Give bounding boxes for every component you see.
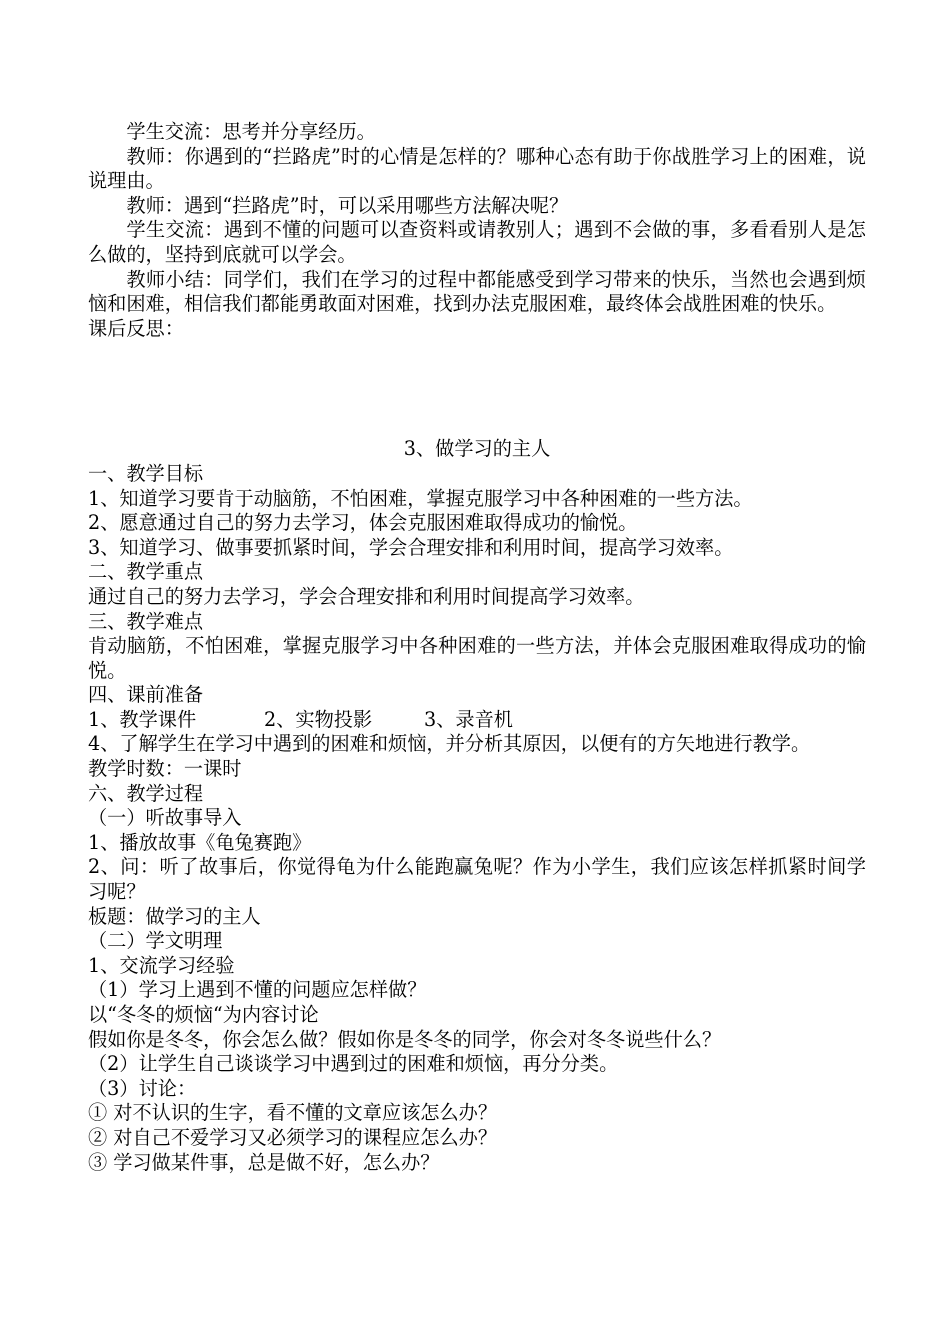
list-item: 3、知道学习、做事要抓紧时间，学会合理安排和利用时间，提高学习效率。 (88, 535, 734, 559)
list-item: 1、交流学习经验 (88, 953, 235, 977)
preparation-row (88, 708, 866, 733)
question-item: （3）讨论： (88, 1076, 197, 1100)
prep-item: 3、录音机 (424, 707, 513, 731)
list-item: 板题：做学习的主人 (88, 904, 261, 928)
discussion-item: ① 对不认识的生字，看不懂的文章应该怎么办？ (88, 1101, 498, 1125)
prep-item: 1、教学课件 (88, 707, 197, 731)
subsection-heading: （一）听故事导入 (88, 806, 242, 830)
dialogue-line: 学生交流：思考并分享经历。 (126, 120, 376, 143)
section-heading: 一、教学目标 (88, 461, 204, 485)
list-item: 1、播放故事《龟兔赛跑》 (88, 830, 312, 854)
question-item: （1）学习上遇到不懂的问题应怎样做？ (88, 978, 427, 1002)
dialogue-line: 教师：你遇到的“拦路虎”时的心情是怎样的？哪种心态有助于你战胜学习上的困难，说说理由。 (88, 144, 866, 193)
section-heading: 三、教学难点 (88, 609, 204, 633)
section-body: 通过自己的努力去学习，学会合理安排和利用时间提高学习效率。 (88, 584, 645, 608)
section-heading: 二、教学重点 (88, 560, 204, 584)
dialogue-line: 学生交流：遇到不懂的问题可以查资料或请教别人；遇到不会做的事，多看看别人是怎么做的，坚持到底就可以学会。 (88, 218, 866, 266)
list-item: 假如你是冬冬，你会怎么做？假如你是冬冬的同学，你会对冬冬说些什么？ (88, 1027, 722, 1051)
discussion-item: ② 对自己不爱学习又必须学习的课程应怎么办？ (88, 1125, 498, 1149)
list-item: 2、问：听了故事后，你觉得龟为什么能跑赢兔呢？作为小学生，我们应该怎样抓紧时间学习呢？ (88, 855, 866, 904)
section-body: 肯动脑筋，不怕困难，掌握克服学习中各种困难的一些方法，并体会克服困难取得成功的愉悦。 (88, 634, 866, 682)
subsection-heading: （二）学文明理 (88, 929, 223, 953)
teaching-hours: 教学时数：一课时 (88, 757, 242, 781)
section-heading: 四、课前准备 (88, 683, 204, 707)
discussion-item: ③ 学习做某件事，总是做不好，怎么办？ (88, 1150, 440, 1174)
blank-space (88, 341, 866, 437)
question-item: （2）让学生自己谈谈学习中遇到过的困难和烦恼，再分分类。 (88, 1052, 619, 1076)
list-item: 2、愿意通过自己的努力去学习，体会克服困难取得成功的愉悦。 (88, 511, 638, 535)
list-item: 以“冬冬的烦恼“为内容讨论 (88, 1003, 319, 1026)
dialogue-line: 教师：遇到“拦路虎”时，可以采用哪些方法解决呢？ (126, 193, 569, 217)
after-class-reflection: 课后反思： (88, 316, 184, 340)
list-item: 1、知道学习要肯于动脑筋，不怕困难，掌握克服学习中各种困难的一些方法。 (88, 486, 753, 510)
prep-item: 2、实物投影 (264, 707, 373, 731)
section-heading: 六、教学过程 (88, 781, 204, 805)
lesson-title: 3、做学习的主人 (403, 437, 551, 461)
list-item: 4、了解学生在学习中遇到的困难和烦恼，并分析其原因，以便有的方矢地进行教学。 (88, 732, 811, 756)
teacher-summary: 教师小结：同学们，我们在学习的过程中都能感受到学习带来的快乐，当然也会遇到烦恼和困难，相信我们都能勇敢面对困难，找到办法克服困难，最终体会战胜困难的快乐。 (88, 267, 866, 316)
document-page (88, 120, 866, 1175)
